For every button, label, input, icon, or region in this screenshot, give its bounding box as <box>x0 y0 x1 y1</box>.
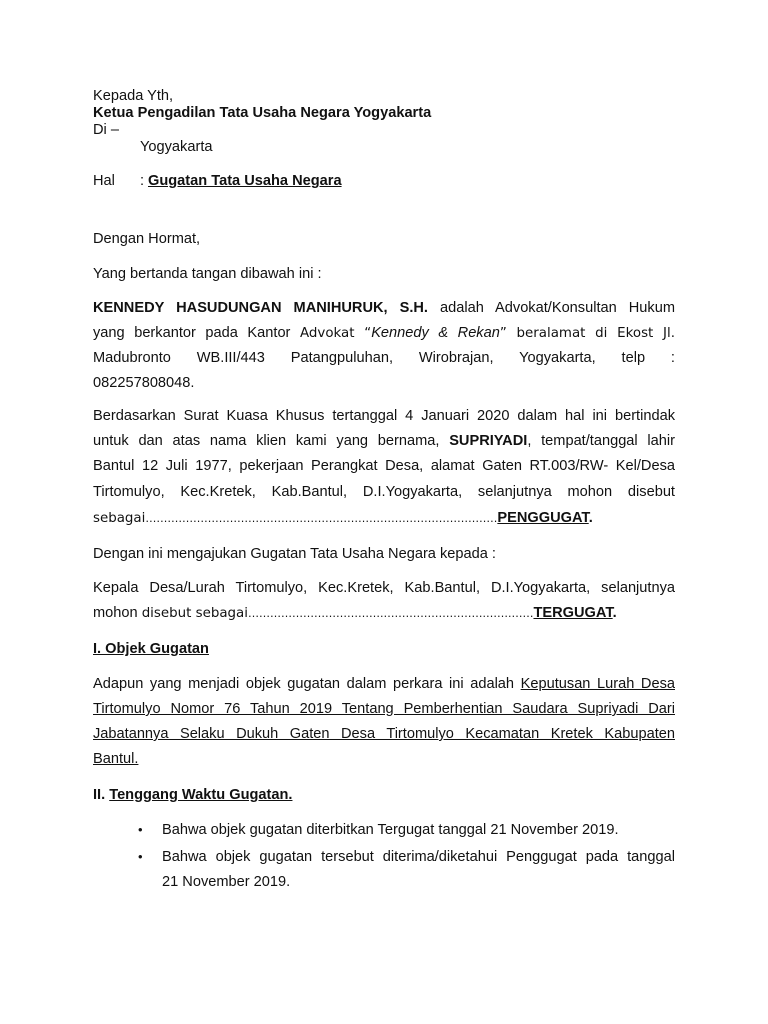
di-line: Di – <box>93 122 119 138</box>
bullet-item-1: Bahwa objek gugatan diterbitkan Tergugat tanggal 21 November 2019. <box>162 822 619 838</box>
subject-label: Hal <box>93 173 115 189</box>
section-1-heading: I. Objek Gugatan <box>93 641 209 657</box>
submission-text: Dengan ini mengajukan Gugatan Tata Usaha Negara kepada : <box>93 546 496 562</box>
intro: Yang bertanda tangan dibawah ini : <box>93 266 322 282</box>
section-1-line-3: Jabatannya Selaku Dukuh Gaten Desa Tirtomulyo Kecamatan Kretek Kabupaten <box>93 726 675 742</box>
bullet-item-2-line-2: 21 November 2019. <box>162 874 291 890</box>
bullet-item-2-line-1: Bahwa objek gugatan tersebut diterima/diketahui Penggugat pada tanggal <box>162 849 675 865</box>
bullet-icon: • <box>138 849 143 864</box>
section-1-line-4: Bantul. <box>93 751 139 767</box>
defendant-line-2: mohon disebut sebagai……………………………….……………………….…….……TERGUGAT. <box>93 605 617 621</box>
client-line-4: Tirtomulyo, Kec.Kretek, Kab.Bantul, D.I.Yogyakarta, selanjutnya mohon disebut <box>93 484 675 500</box>
section-1-line-2: Tirtomulyo Nomor 76 Tahun 2019 Tentang Pemberhentian Saudara Supriyadi Dari <box>93 701 675 717</box>
section-1-line-1: Adapun yang menjadi objek gugatan dalam perkara ini adalah Keputusan Lurah Desa <box>93 676 675 692</box>
lawyer-name: KENNEDY HASUDUNGAN MANIHURUK, S.H. <box>93 300 428 316</box>
city: Yogyakarta <box>140 139 213 155</box>
recipient: Ketua Pengadilan Tata Usaha Negara Yogyakarta <box>93 105 432 121</box>
lawyer-phone: 082257808048. <box>93 375 195 391</box>
lawyer-line-2: yang berkantor pada Kantor Advokat “Kennedy & Rekan” beralamat di Ekost Jl. <box>93 325 675 341</box>
lawyer-line-3: Madubronto WB.III/443 Patangpuluhan, Wirobrajan, Yogyakarta, telp : <box>93 350 675 366</box>
client-line-1: Berdasarkan Surat Kuasa Khusus tertanggal 4 Januari 2020 dalam hal ini bertindak <box>93 408 675 424</box>
subject-value: Gugatan Tata Usaha Negara <box>148 173 342 189</box>
firm-name: Kennedy & Rekan <box>371 325 500 341</box>
client-line-5: sebagai……………………………………………………………………………………PENGGUGAT. <box>93 510 593 526</box>
role-tergugat: TERGUGAT <box>533 605 613 621</box>
section-2-heading: II. Tenggang Waktu Gugatan. <box>93 787 293 803</box>
subject-separator: : <box>140 173 145 189</box>
client-name: SUPRIYADI <box>449 433 528 449</box>
greeting: Kepada Yth, <box>93 88 174 104</box>
client-line-2: untuk dan atas nama klien kami yang bernama, SUPRIYADI, tempat/tanggal lahir <box>93 433 675 449</box>
salutation: Dengan Hormat, <box>93 231 201 247</box>
client-line-3: Bantul 12 Juli 1977, pekerjaan Perangkat Desa, alamat Gaten RT.003/RW- Kel/Desa <box>93 458 675 474</box>
bullet-icon: • <box>138 822 143 837</box>
defendant-line-1: Kepala Desa/Lurah Tirtomulyo, Kec.Kretek, Kab.Bantul, D.I.Yogyakarta, selanjutnya <box>93 580 675 596</box>
role-penggugat: PENGGUGAT <box>497 510 589 526</box>
lawyer-line-1: KENNEDY HASUDUNGAN MANIHURUK, S.H. adalah Advokat/Konsultan Hukum <box>93 300 675 316</box>
